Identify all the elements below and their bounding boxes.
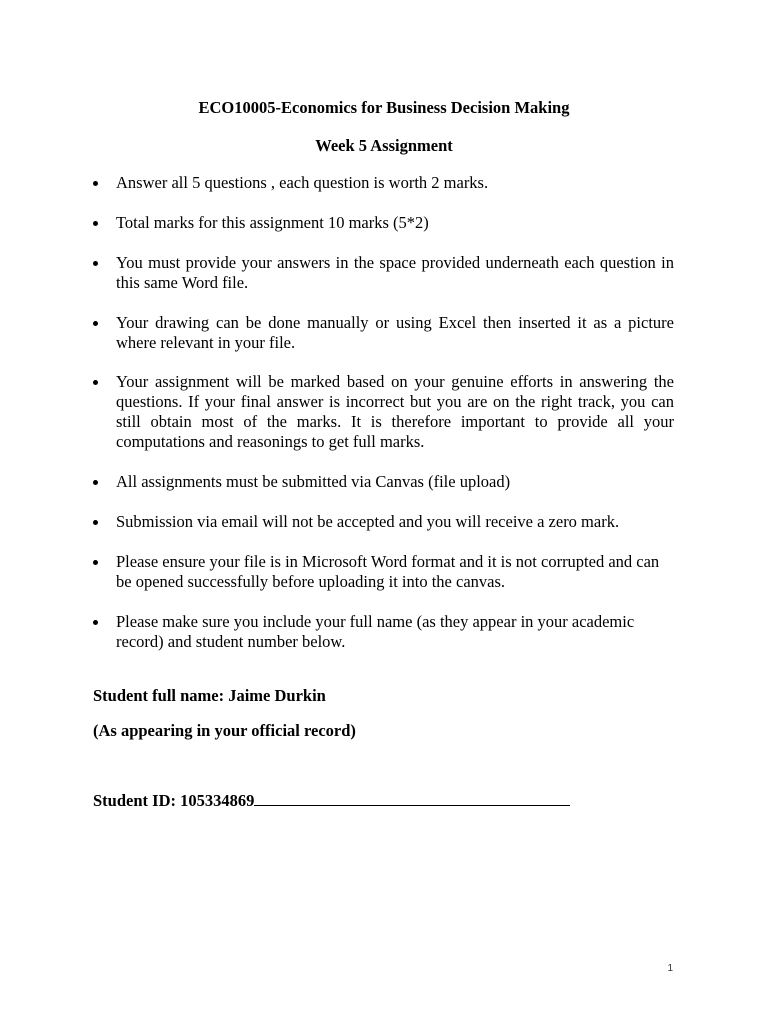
instruction-item-2: Total marks for this assignment 10 marks (5*2) — [116, 213, 674, 233]
instructions-list — [116, 173, 674, 672]
page-number: 1 — [667, 963, 673, 974]
instruction-item-5: Your assignment will be marked based on your genuine efforts in answering the questions. If your final answer is incorrect but you are on the right track, you can still obtain most of the marks. It is therefore important to provide all your computations and reasonings to get full marks. — [116, 372, 674, 452]
student-name-line: Student full name: Jaime Durkin — [93, 686, 326, 705]
instruction-item-6: All assignments must be submitted via Canvas (file upload) — [116, 472, 674, 492]
document-subtitle: Week 5 Assignment — [315, 136, 453, 155]
student-id-line: Student ID: 105334869 — [93, 791, 255, 810]
instruction-item-9: Please make sure you include your full name (as they appear in your academic record) and student number below. — [116, 612, 674, 652]
document-title: ECO10005-Economics for Business Decision Making — [198, 98, 570, 117]
instruction-item-1: Answer all 5 questions , each question is worth 2 marks. — [116, 173, 674, 193]
instruction-item-7: Submission via email will not be accepted and you will receive a zero mark. — [116, 512, 674, 532]
instruction-item-8: Please ensure your file is in Microsoft Word format and it is not corrupted and can be opened successfully before uploading it into the canvas. — [116, 552, 674, 592]
instruction-item-4: Your drawing can be done manually or using Excel then inserted it as a picture where relevant in your file. — [116, 312, 674, 352]
name-note: (As appearing in your official record) — [93, 721, 356, 740]
instruction-item-3: You must provide your answers in the space provided underneath each question in this same Word file. — [116, 252, 674, 292]
student-id-row — [93, 790, 570, 811]
student-id-underline — [254, 790, 570, 806]
